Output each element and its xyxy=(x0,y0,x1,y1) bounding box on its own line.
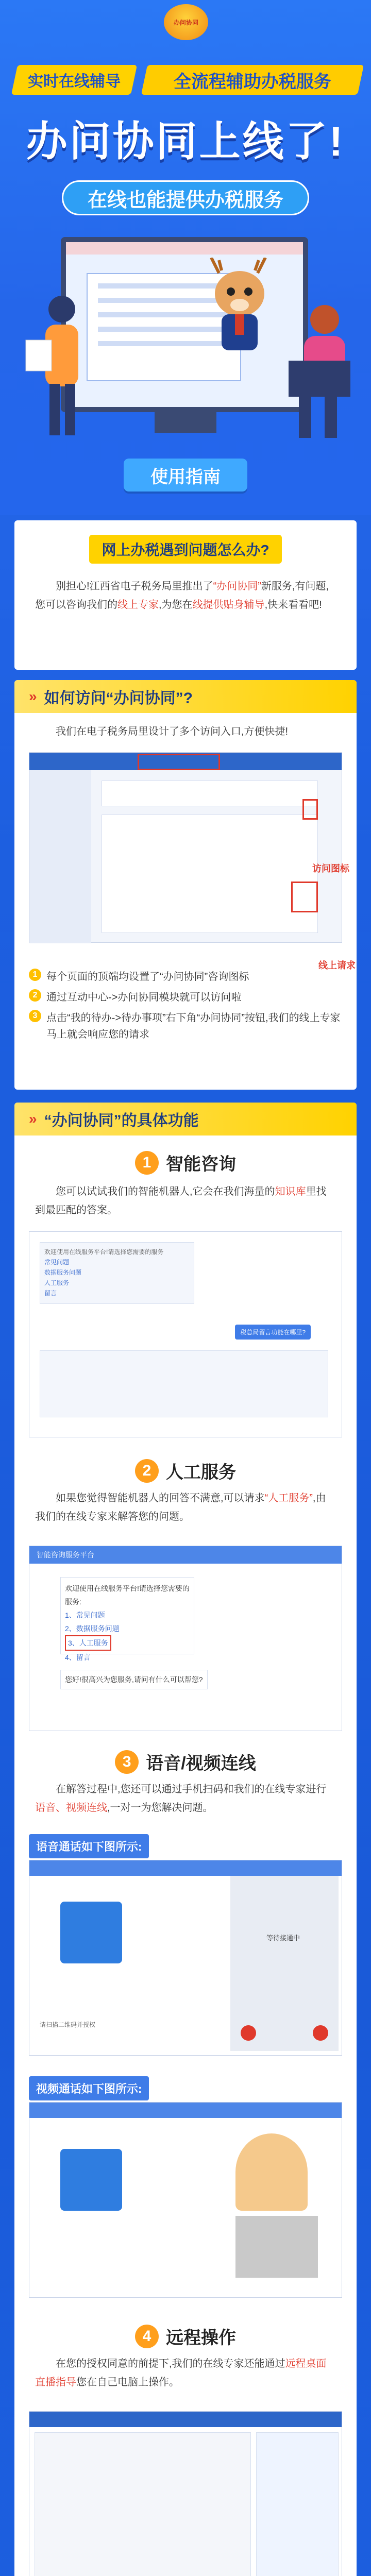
window-title: 智能咨询服务平台 xyxy=(29,1546,342,1564)
hero-subtitle: 在线也能提供办税服务 xyxy=(62,180,309,215)
feature-highlight: 知识库 xyxy=(275,1186,306,1197)
intro-highlight-2: 线上专家 xyxy=(117,599,159,611)
hangup-icon[interactable] xyxy=(313,2025,328,2041)
feature-1-paragraph xyxy=(14,1175,357,1219)
qr-caption: 请扫描二维码并授权 xyxy=(40,2021,96,2028)
features-heading xyxy=(14,1103,357,1136)
feature-highlight: “人工服务” xyxy=(264,1493,313,1504)
tax-bureau-screenshot xyxy=(29,752,342,943)
manual-service-screenshot xyxy=(29,1546,342,1731)
online-request-highlight xyxy=(291,882,318,912)
access-steps xyxy=(29,969,342,1043)
chat-option[interactable]: 2、数据服务问题 xyxy=(65,1624,120,1633)
step-text: 通过互动中心->办问协同模块就可以访问啦 xyxy=(46,992,242,1003)
feature-3-paragraph xyxy=(14,1780,357,1817)
remote-operation-screenshot xyxy=(29,2411,342,2576)
intro-highlight-1: “办问协同” xyxy=(213,581,261,592)
access-icon-highlight xyxy=(138,754,220,770)
person-right-illustration xyxy=(268,299,361,443)
feature-title-text: 远程操作 xyxy=(166,2328,236,2348)
feature-title-text: 人工服务 xyxy=(166,1463,236,1482)
feature-number: 4 xyxy=(135,2325,159,2348)
access-step xyxy=(29,989,342,1006)
chat-welcome: 欢迎使用在线服务平台!请选择您需要的服务 xyxy=(44,1248,164,1256)
intro-title: 网上办税遇到问题怎么办? xyxy=(89,535,281,564)
feature-text-a: 您可以试试我们的智能机器人,它会在我们海量的 xyxy=(56,1186,275,1197)
hero-title: 办问协同上线了! xyxy=(26,118,345,164)
feature-1-title xyxy=(14,1150,357,1175)
video-call-screenshot xyxy=(29,2102,342,2298)
tag-realtime-label: 实时在线辅导 xyxy=(28,73,121,90)
access-heading-text: 如何访问“办问协同”? xyxy=(44,690,193,707)
intro-card xyxy=(14,520,357,670)
hangup-icon[interactable] xyxy=(241,2025,256,2041)
annotation-online-request: 线上请求 xyxy=(318,960,356,971)
feature-4-title xyxy=(14,2324,357,2349)
chat-option[interactable]: 人工服务 xyxy=(44,1279,70,1286)
feature-text-b: ,一对一为您解决问题。 xyxy=(107,1802,213,1814)
features-card xyxy=(14,1103,357,2576)
intro-text-2: 新服务,有问题,您可以咨询我们的 xyxy=(35,581,329,611)
chat-option[interactable]: 1、常见问题 xyxy=(65,1611,105,1619)
chat-option[interactable]: 常见问题 xyxy=(44,1259,70,1266)
features-heading-text: “办问协同”的具体功能 xyxy=(44,1112,199,1129)
chat-agent-reply: 您好!很高兴为您服务,请问有什么可以帮您? xyxy=(60,1670,208,1689)
access-icon-highlight-2 xyxy=(302,799,318,820)
tag-realtime xyxy=(11,65,137,95)
hero-banner xyxy=(0,0,371,515)
chat-welcome: 欢迎使用在线服务平台!请选择您需要的服务: xyxy=(65,1584,190,1606)
user-guide-button[interactable]: 使用指南 xyxy=(124,459,247,492)
step-number: 3 xyxy=(29,1010,41,1022)
annotation-access-icon: 访问图标 xyxy=(312,863,349,874)
feature-title-text: 智能咨询 xyxy=(166,1155,236,1174)
feature-text-b: 您在自己电脑上操作。 xyxy=(76,2377,179,2388)
step-text: 点击“我的待办->待办事项”右下角“办问协同”按钮,我们的线上专家马上就会响应您的请求 xyxy=(46,1012,341,1040)
chat-option[interactable]: 3、人工服务 xyxy=(65,1635,111,1651)
access-card xyxy=(14,680,357,1090)
badge-text: 办问协同 xyxy=(173,19,198,26)
access-step xyxy=(29,1010,342,1043)
feature-number: 1 xyxy=(135,1151,159,1175)
chevron-right-icon: » xyxy=(29,688,37,704)
feature-4-paragraph xyxy=(14,2354,357,2392)
chat-option[interactable]: 4、留言 xyxy=(65,1653,91,1662)
feature-number: 2 xyxy=(135,1459,159,1483)
tag-fullprocess xyxy=(141,65,364,95)
feature-text-a: 如果您觉得智能机器人的回答不满意,可以请求 xyxy=(56,1493,265,1504)
feature-2-title xyxy=(14,1458,357,1483)
chevron-right-icon: » xyxy=(29,1111,37,1127)
intro-text-4: ,快来看看吧! xyxy=(264,599,322,611)
step-number: 2 xyxy=(29,989,41,1002)
badge-logo xyxy=(164,4,208,40)
voice-status-text: 等待接通中 xyxy=(266,1934,300,1942)
monitor-stand xyxy=(155,412,216,433)
voice-call-label: 语音通话如下图所示: xyxy=(29,1834,149,1858)
intro-text-1: 别担心!江西省电子税务局里推出了 xyxy=(56,581,213,592)
feature-highlight: 语音、视频连线 xyxy=(35,1802,107,1814)
smart-consult-screenshot xyxy=(29,1231,342,1437)
deer-mascot-illustration xyxy=(201,258,278,355)
feature-text-b: ,由我们的在线专家来解答您的问题。 xyxy=(35,1493,326,1522)
intro-highlight-3: 线提供贴身辅导 xyxy=(192,599,265,611)
access-paragraph: 我们在电子税务局里设计了多个访问入口,方便快捷! xyxy=(56,726,289,737)
step-number: 1 xyxy=(29,969,41,981)
intro-paragraph xyxy=(35,577,336,614)
feature-text-a: 在解答过程中,您还可以通过手机扫码和我们的在线专家进行 xyxy=(56,1784,327,1795)
voice-call-screenshot xyxy=(29,1860,342,2056)
video-call-label: 视频通话如下图所示: xyxy=(29,2076,149,2100)
person-left-illustration xyxy=(21,289,93,443)
tag-fullprocess-label: 全流程辅助办税服务 xyxy=(174,72,331,92)
step-text: 每个页面的顶端均设置了“办问协同”咨询图标 xyxy=(46,971,249,982)
intro-text-3: ,为您在 xyxy=(159,599,193,611)
feature-text-b: 里找到最匹配的答案。 xyxy=(35,1186,327,1216)
feature-title-text: 语音/视频连线 xyxy=(146,1754,256,1773)
feature-2-paragraph xyxy=(14,1489,357,1526)
feature-3-title xyxy=(14,1749,357,1774)
feature-text-a: 在您的授权同意的前提下,我们的在线专家还能通过 xyxy=(56,2358,285,2369)
feature-number: 3 xyxy=(115,1750,139,1774)
chat-user-bubble: 税总局留言功能在哪里? xyxy=(235,1325,311,1340)
access-heading xyxy=(14,680,357,713)
access-step xyxy=(29,969,342,985)
chat-option[interactable]: 数据服务问题 xyxy=(44,1269,82,1276)
chat-option[interactable]: 留言 xyxy=(44,1290,57,1297)
feature-highlight: 远程桌面直播指导 xyxy=(35,2358,327,2388)
